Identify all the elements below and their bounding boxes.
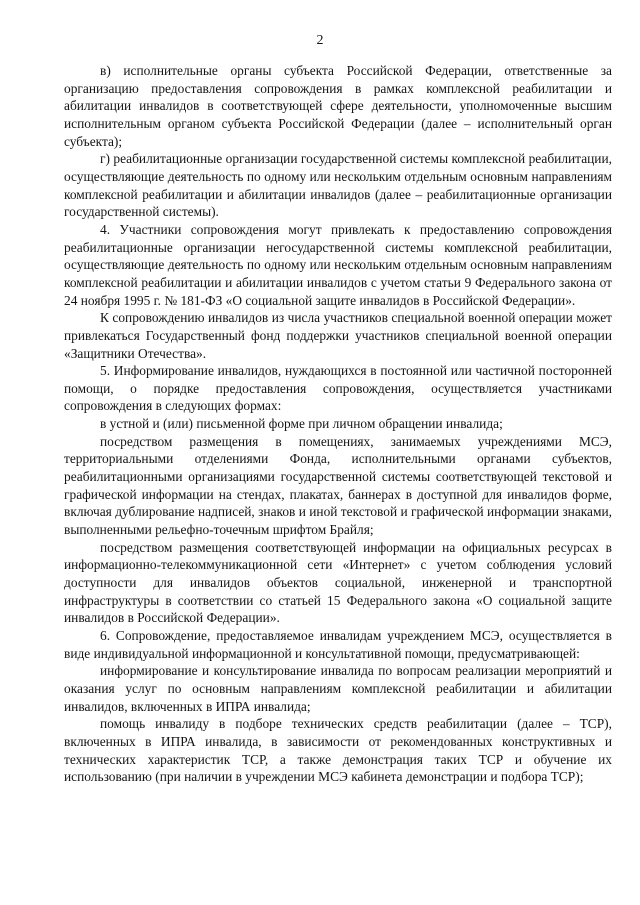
paragraph-4: 4. Участники сопровождения могут привлекать к предоставлению сопровождения реабилитационные организации негосударственной системы комплексной реабилитации, осуществляющие деятельность по одному или нескольким отдельным основным направлениям комплексной реабилитации и абилитации инвалидов с учетом статьи 9 Федерального закона от 24 ноября 1995 г. № 181-ФЗ «О социальной защите инвалидов в Российской Федерации». bbox=[64, 221, 612, 308]
paragraph-4-svo: К сопровождению инвалидов из числа участников специальной военной операции может привлекаться Государственный фонд поддержки участников специальной военной операции «Защитники Отечества». bbox=[64, 310, 612, 361]
paragraph-6: 6. Сопровождение, предоставляемое инвалидам учреждением МСЭ, осуществляется в виде индивидуальной информационной и консультативной помощи, предусматривающей: bbox=[64, 628, 612, 661]
paragraph-3v: в) исполнительные органы субъекта Российской Федерации, ответственные за организацию предоставления сопровождения в рамках комплексной реабилитации и абилитации инвалидов в соответствующей сфере деятельности, уполномоченные высшим исполнительным органом субъекта Российской Федерации (далее – исполнительный орган субъекта); bbox=[64, 63, 612, 149]
paragraph-3g: г) реабилитационные организации государственной системы комплексной реабилитации, осуществляющие деятельность по одному или нескольким отдельным основным направлениям комплексной реабилитации и абилитации инвалидов (далее – реабилитационные организации государственной системы). bbox=[64, 151, 612, 220]
paragraph-5-internet: посредством размещения соответствующей информации на официальных ресурсах в информационно-телекоммуникационной сети «Интернет» с учетом соблюдения условий доступности для инвалидов объектов социальной, инженерной и транспортной инфраструктуры в соответствии со статьей 15 Федерального закона «О социальной защите инвалидов в Российской Федерации». bbox=[64, 539, 612, 626]
paragraph-6-tsr: помощь инвалиду в подборе технических средств реабилитации (далее – ТСР), включенных в ИПРА инвалида, в зависимости от рекомендованных конструктивных и технических характеристик ТСР, а также демонстрация таких ТСР и обучение их использованию (при наличии в учреждении МСЭ кабинета демонстрации и подбора ТСР); bbox=[64, 716, 612, 785]
paragraph-6-info: информирование и консультирование инвалида по вопросам реализации мероприятий и оказания услуг по основным направлениям комплексной реабилитации и абилитации инвалидов, включенных в ИПРА инвалида; bbox=[64, 663, 612, 714]
paragraph-5-oral: в устной и (или) письменной форме при личном обращении инвалида; bbox=[100, 416, 503, 432]
paragraph-5: 5. Информирование инвалидов, нуждающихся в постоянной или частичной посторонней помощи, о порядке предоставления сопровождения, осуществляется участниками сопровождения в следующих формах: bbox=[64, 363, 612, 414]
document-body bbox=[64, 62, 612, 786]
page-number: 2 bbox=[316, 33, 324, 48]
paragraph-5-stands: посредством размещения в помещениях, занимаемых учреждениями МСЭ, территориальными отделениями Фонда, исполнительными органами субъектов, реабилитационными организациями государственной системы соответствующей текстовой и графической информации на стендах, плакатах, баннерах в доступной для инвалидов форме, включая дублирование надписей, знаков и иной текстовой и графической информации знаками, выполненными рельефно-точечным шрифтом Брайля; bbox=[64, 433, 612, 538]
